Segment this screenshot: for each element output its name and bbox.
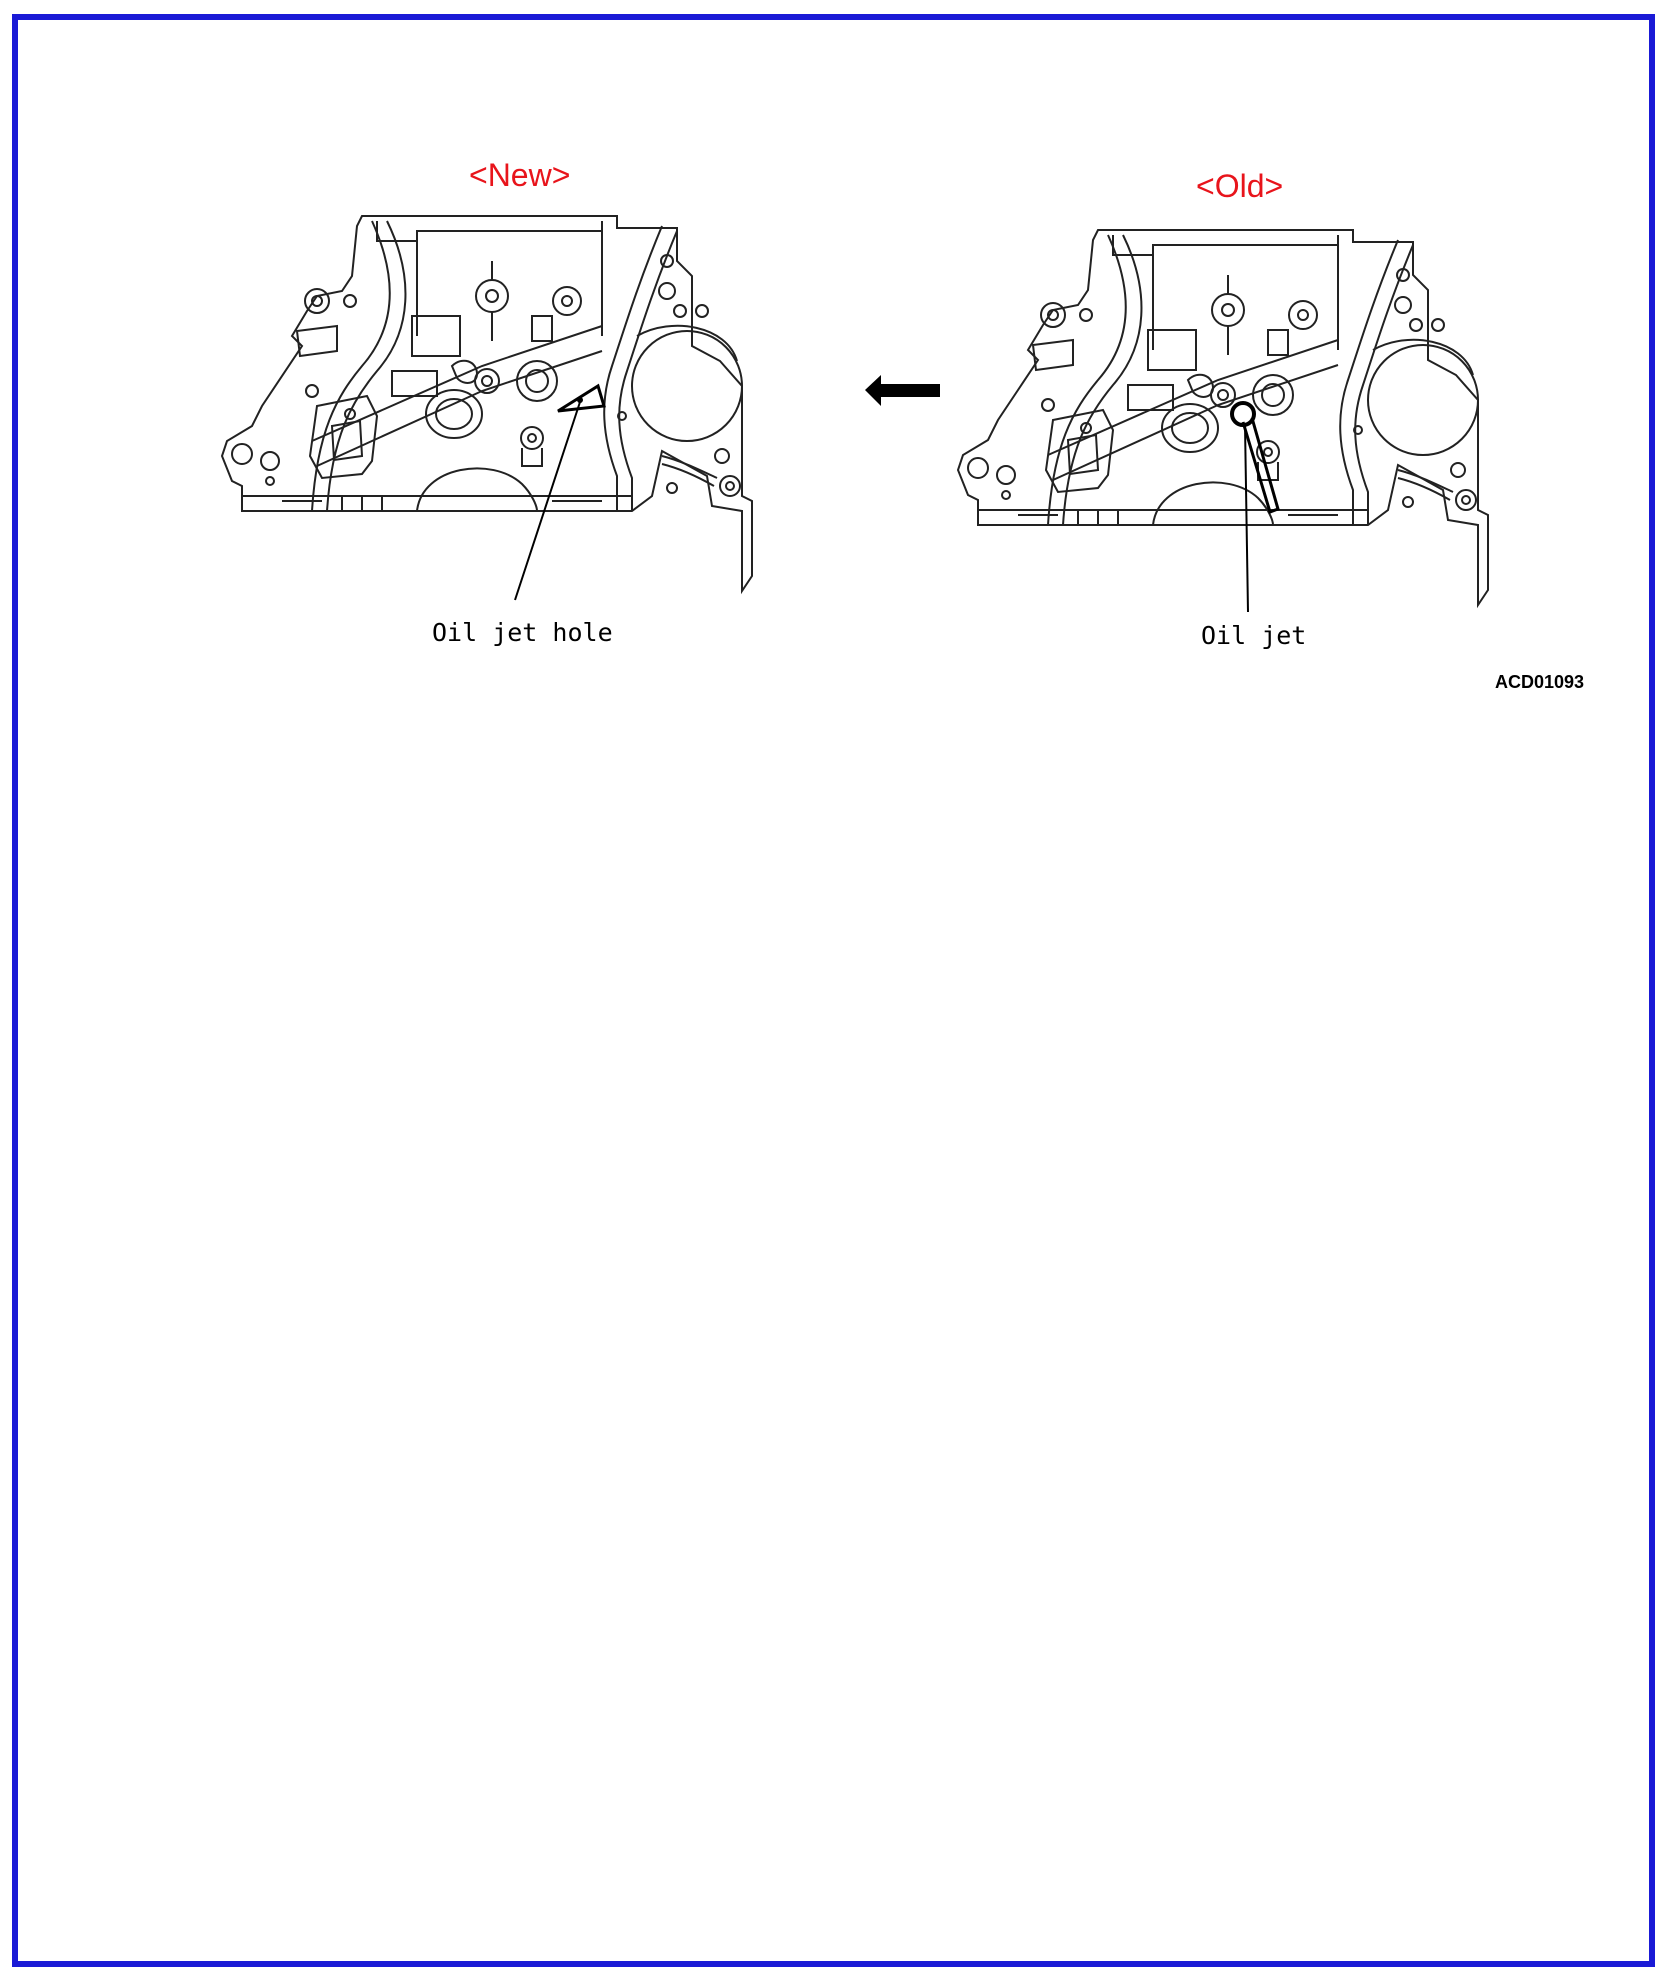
oil-jet-leader	[1245, 425, 1248, 612]
new-block-drawing	[222, 216, 752, 591]
figure-code: ACD01093	[1495, 672, 1585, 692]
old-block-drawing	[958, 230, 1488, 605]
arrow-left-icon	[865, 375, 940, 406]
oil-jet-hole-label: Oil jet hole	[432, 618, 613, 647]
old-title: <Old>	[1196, 168, 1284, 204]
oil-jet-label: Oil jet	[1201, 621, 1307, 650]
oil-jet-pipe	[1243, 418, 1278, 512]
new-title: <New>	[469, 157, 571, 193]
oil-jet-ring	[1232, 403, 1254, 425]
